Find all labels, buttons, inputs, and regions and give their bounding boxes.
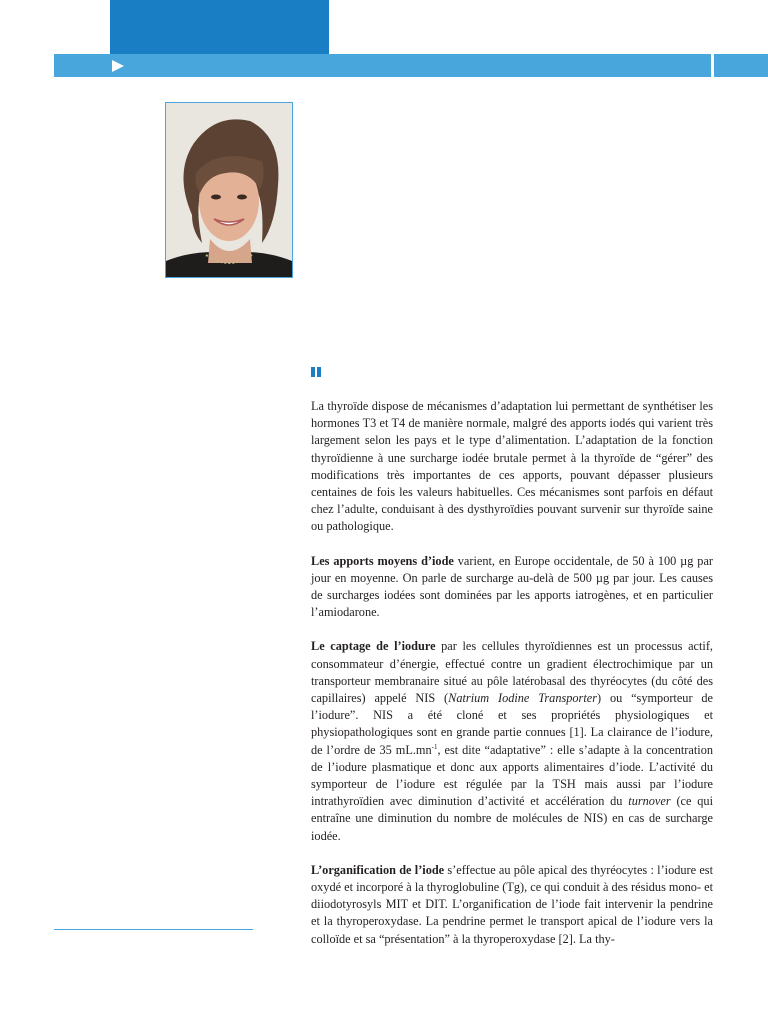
header-bar-end bbox=[714, 54, 768, 77]
article-body bbox=[311, 398, 713, 965]
author-photo bbox=[165, 102, 293, 278]
paragraph-lead: Le captage de l’iodure bbox=[311, 639, 436, 654]
paragraph-lead: L’organification de l’iode bbox=[311, 862, 445, 877]
play-triangle-icon bbox=[112, 60, 124, 72]
double-bar-icon bbox=[311, 367, 321, 377]
paragraph-organification: L’organification de l’iode s’effectue au pôle apical des thyréocytes : l’iodure est oxydé et incorporé à la thyroglobuline (Tg), ce qui conduit à des résidus mono- et diiodotyrosyls MIT et DIT. L’organification de l’iode fait intervenir la pendrine et la thyroperoxydase. La pendrine permet le transport apical de l’iodure vers la colloïde et sa “présentation” à la thyroperoxydase [2]. La thy- bbox=[311, 862, 714, 946]
paragraph-lead: Les apports moyens d’iode bbox=[311, 553, 454, 568]
paragraph-apports: Les apports moyens d’iode varient, en Europe occidentale, de 50 à 100 µg par jour en moyenne. On parle de surcharge au-delà de 500 µg par jour. Les causes de surcharges iodées sont dominées par les apports iatrogènes, et en particulier l’amiodarone. bbox=[311, 553, 713, 620]
paragraph-captage: Le captage de l’iodure par les cellules thyroïdiennes est un processus actif, consommateur d’énergie, effectué contre un gradient électrochimique par un transporteur membranaire situé au pôle latérobasal des thyréocytes (du côté des capillaires) appelé NIS (Natrium Iodine Transporter) ou “symporteur de l’iodure”. NIS a été cloné et ses propriétés physiologiques et physiopathologiques sont en grande partie connues [1]. La clairance de l’iodure, de l’ordre de 35 $mL.mn^{-1}$, est dite “adaptative” : elle s’adapte à la concentration de l’iodure plasmatique et donc aux apports alimentaires d’iode. L’activité du symporteur de l’iodure est régulée par la TSH mais aussi par l’iodure intrathyroïdien avec diminution d’activité et accélération du turnover (ce qui entraîne une diminution du nombre de molécules de NIS) en cas de surcharge iodée. bbox=[311, 639, 713, 843]
sidebar-divider bbox=[54, 929, 253, 930]
portrait-illustration bbox=[166, 103, 292, 277]
paragraph-intro: La thyroïde dispose de mécanismes d’adaptation lui permettant de synthétiser les hormones T3 et T4 de manière normale, malgré des apports iodés qui varient très largement selon les pays et le type d’alimentation. L’adaptation de la fonction thyroïdienne à une surcharge iodée brutale permet à la thyroïde de “gérer” des modifications très importantes de ces apports, pouvant dépasser plusieurs centaines de fois les valeurs habituelles. Ces mécanismes sont parfois en défaut chez l’adulte, conduisant à des dysthyroïdies pouvant survenir sur thyroïde saine ou pathologique. bbox=[311, 399, 713, 534]
header-tab bbox=[110, 0, 329, 54]
header-bar bbox=[54, 54, 711, 77]
